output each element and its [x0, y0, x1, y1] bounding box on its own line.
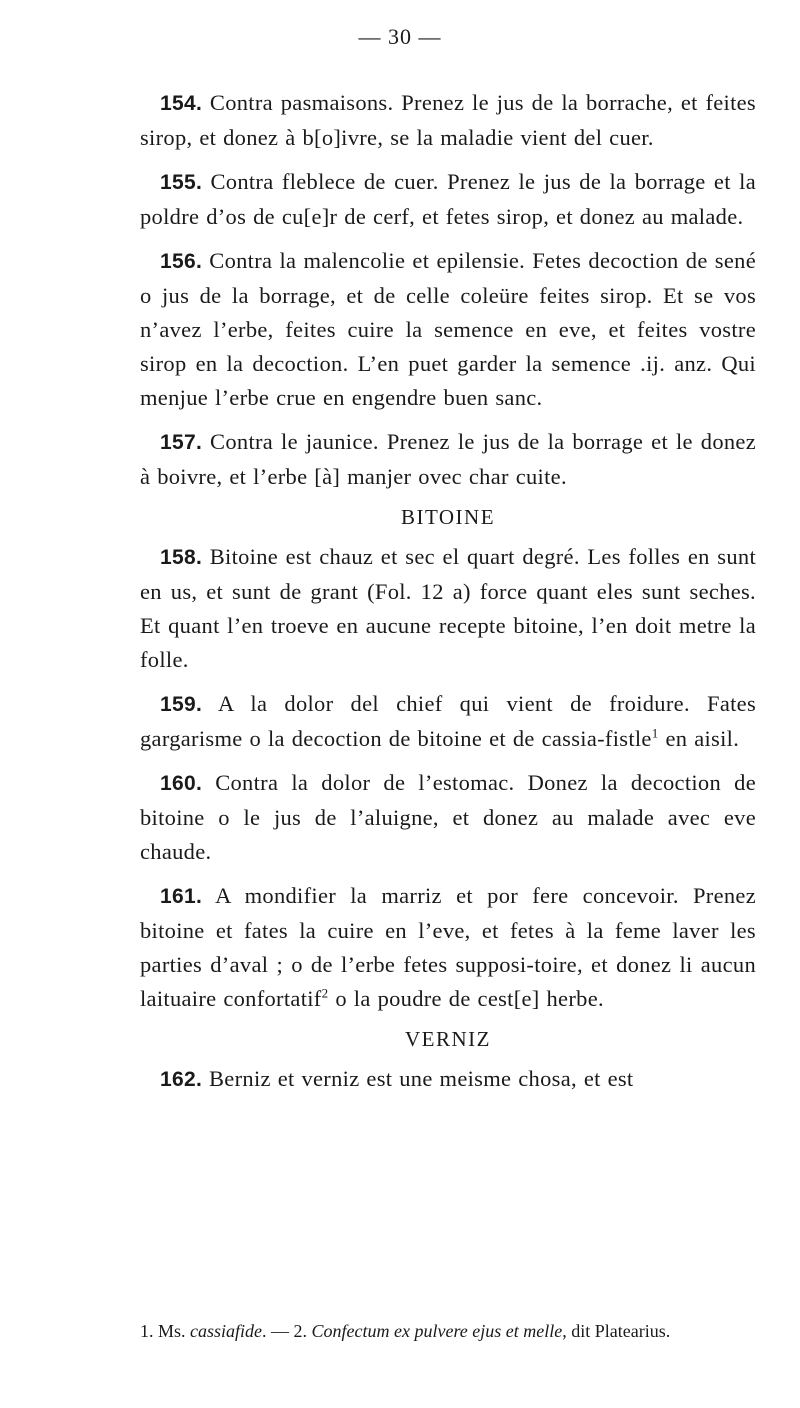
entry-number: 157. — [160, 431, 203, 454]
entry-156 — [140, 244, 756, 415]
footnote-ref-2: 2 — [321, 985, 329, 1001]
page-number: — 30 — — [358, 24, 442, 49]
entry-number: 155. — [160, 171, 203, 194]
entry-158 — [140, 540, 756, 677]
section-heading-verniz: VERNIZ — [405, 1027, 491, 1051]
footnote-2-text: Confectum ex pulvere ejus et melle — [311, 1321, 563, 1341]
entry-157 — [140, 425, 756, 494]
entry-159 — [140, 687, 756, 756]
entry-text-tail: en aisil. — [658, 726, 740, 751]
entry-text: A mondifier la marriz et por fere concevoir. Prenez bitoine et fates la cuire en l’eve, et fetes à la feme laver les parties d’aval ; o de l’erbe fetes supposi-toire, et donez li aucun laituaire confortatif — [140, 883, 756, 1011]
footnote-1-text: cassiafide — [190, 1321, 263, 1341]
footnote-separator: . — 2. — [262, 1321, 312, 1341]
entry-number: 156. — [160, 250, 203, 273]
entry-text: Contra le jaunice. Prenez le jus de la borrage et le donez à boivre, et l’erbe [à] manjer ovec char cuite. — [140, 429, 756, 489]
footnote-ref-1: 1 — [651, 725, 659, 741]
section-heading-bitoine: BITOINE — [400, 505, 496, 529]
entry-text-tail: o la poudre de cest[e] herbe. — [328, 986, 604, 1011]
footnotes — [140, 1318, 756, 1344]
footnote-2-tail: , dit Platearius. — [562, 1321, 671, 1341]
entry-number: 162. — [160, 1068, 203, 1091]
entry-number: 159. — [160, 693, 203, 716]
entry-number: 160. — [160, 772, 203, 795]
entry-text: A la dolor del chief qui vient de froidure. Fates gargarisme o la decoction de bitoine et de cassia-fistle — [140, 691, 756, 751]
entry-text: Contra pasmaisons. Prenez le jus de la borrache, et feites sirop, et donez à b[o]ivre, se la maladie vient del cuer. — [140, 90, 756, 150]
entry-160 — [140, 766, 756, 869]
main-text — [140, 86, 756, 1107]
entry-text: Bitoine est chauz et sec el quart degré. Les folles en sunt en us, et sunt de grant (Fol. 12 a) force quant eles sunt seches. Et quant l’en troeve en aucune recepte bitoine, l’en doit metre la folle. — [140, 544, 756, 672]
entry-161 — [140, 879, 756, 1016]
entry-number: 154. — [160, 92, 203, 115]
footnote-1-label: 1. Ms. — [140, 1321, 191, 1341]
entry-154 — [140, 86, 756, 155]
entry-number: 161. — [160, 885, 203, 908]
entry-text: Contra fleblece de cuer. Prenez le jus de la borrage et la poldre d’os de cu[e]r de cerf, et fetes sirop, et donez au malade. — [140, 169, 756, 229]
entry-text: Contra la malencolie et epilensie. Fetes decoction de sené o jus de la borrage, et de celle coleüre feites sirop. Et se vos n’avez l’erbe, feites cuire la semence en eve, et feites vostre sirop en la decoction. L’en puet garder la semence .ij. anz. Qui menjue l’erbe crue en engendre buen sanc. — [140, 248, 756, 410]
entry-162 — [140, 1062, 756, 1097]
entry-text: Berniz et verniz est une meisme chosa, et est — [202, 1066, 634, 1091]
entry-text: Contra la dolor de l’estomac. Donez la decoction de bitoine o le jus de l’aluigne, et donez au malade avec eve chaude. — [140, 770, 756, 864]
entry-155 — [140, 165, 756, 234]
entry-number: 158. — [160, 546, 203, 569]
